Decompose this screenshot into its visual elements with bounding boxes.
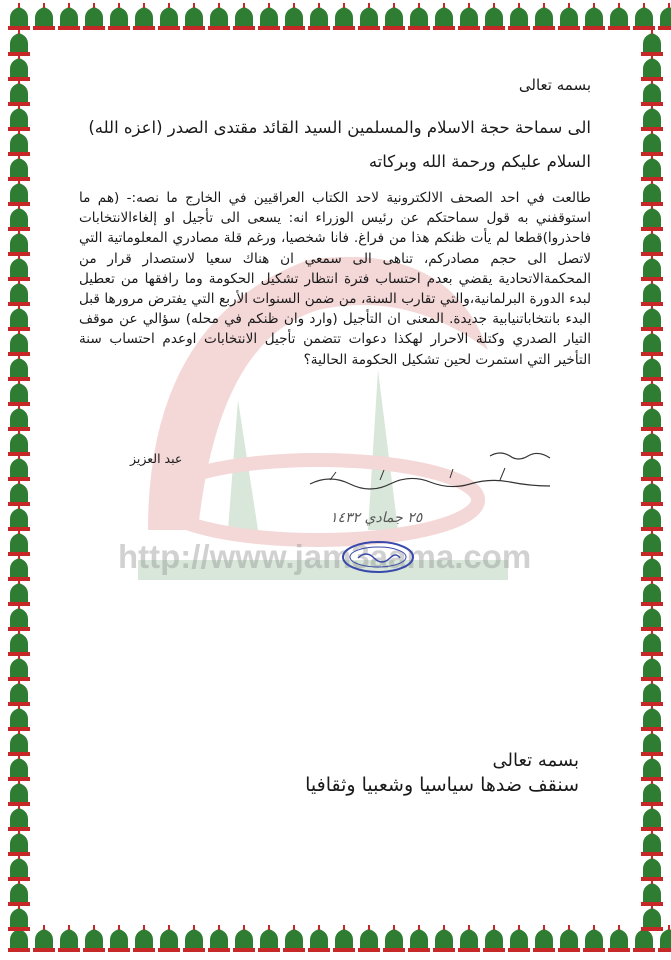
border-ornament (508, 3, 530, 30)
border-ornament (58, 925, 80, 952)
border-ornament (641, 379, 663, 406)
border-ornament (8, 729, 30, 756)
border-ornament (458, 925, 480, 952)
border-ornament (233, 3, 255, 30)
border-ornament (641, 279, 663, 306)
border-ornament (641, 354, 663, 381)
border-ornament (208, 3, 230, 30)
border-ornament (641, 54, 663, 81)
border-ornament (8, 529, 30, 556)
border-ornament (8, 104, 30, 131)
seal-stamp (340, 540, 416, 574)
border-ornament (8, 579, 30, 606)
border-ornament (108, 925, 130, 952)
border-ornament (641, 504, 663, 531)
border-ornament (233, 925, 255, 952)
border-ornament (408, 925, 430, 952)
letter-opening: بسمه تعالى (518, 76, 591, 94)
border-ornament (8, 629, 30, 656)
border-ornament (641, 179, 663, 206)
border-ornament (108, 3, 130, 30)
border-ornament (608, 925, 630, 952)
border-ornament (641, 329, 663, 356)
border-ornament (208, 925, 230, 952)
border-ornament (583, 3, 605, 30)
border-ornament (8, 754, 30, 781)
border-ornament (158, 925, 180, 952)
border-ornament (8, 54, 30, 81)
border-ornament (8, 29, 30, 56)
border-ornament (8, 429, 30, 456)
border-ornament (308, 3, 330, 30)
border-ornament (641, 529, 663, 556)
border-ornament (8, 129, 30, 156)
border-ornament (83, 925, 105, 952)
border-ornament (8, 179, 30, 206)
border-ornament (408, 3, 430, 30)
border-ornament (8, 879, 30, 906)
border-ornament (641, 754, 663, 781)
border-ornament (8, 254, 30, 281)
border-ornament (258, 3, 280, 30)
border-ornament (641, 229, 663, 256)
border-ornament (8, 204, 30, 231)
border-ornament (641, 254, 663, 281)
border-ornament (8, 779, 30, 806)
border-ornament (383, 3, 405, 30)
border-ornament (358, 3, 380, 30)
border-ornament (508, 925, 530, 952)
border-ornament (8, 804, 30, 831)
border-ornament (641, 154, 663, 181)
letter-addressee: الى سماحة حجة الاسلام والمسلمين السيد القائد مقتدى الصدر (اعزه الله) (88, 118, 591, 137)
border-ornament (8, 829, 30, 856)
border-ornament (8, 904, 30, 931)
border-ornament (641, 604, 663, 631)
decorative-border-bottom (0, 922, 671, 960)
border-ornament (8, 229, 30, 256)
border-ornament (641, 479, 663, 506)
border-ornament (433, 3, 455, 30)
border-ornament (358, 925, 380, 952)
border-ornament (8, 404, 30, 431)
border-ornament (641, 29, 663, 56)
border-ornament (558, 3, 580, 30)
border-ornament (8, 704, 30, 731)
border-ornament (258, 925, 280, 952)
border-ornament (8, 654, 30, 681)
border-ornament (308, 925, 330, 952)
border-ornament (533, 925, 555, 952)
border-ornament (641, 104, 663, 131)
watermark-url: http://www.jam3aama.com (118, 538, 532, 575)
border-ornament (641, 404, 663, 431)
handwritten-date: ٢٥ جمادي ١٤٣٢ (330, 510, 423, 526)
border-ornament (8, 479, 30, 506)
border-ornament (641, 679, 663, 706)
border-ornament (383, 925, 405, 952)
border-ornament (641, 704, 663, 731)
border-ornament (641, 804, 663, 831)
border-ornament (8, 604, 30, 631)
border-ornament (8, 329, 30, 356)
border-ornament (641, 654, 663, 681)
border-ornament (458, 3, 480, 30)
border-ornament (641, 879, 663, 906)
border-ornament (8, 554, 30, 581)
border-ornament (83, 3, 105, 30)
border-ornament (8, 454, 30, 481)
border-ornament (483, 3, 505, 30)
border-ornament (333, 925, 355, 952)
border-ornament (641, 129, 663, 156)
typed-reply-opening: بسمه تعالى (492, 750, 579, 771)
border-ornament (641, 204, 663, 231)
border-ornament (641, 454, 663, 481)
border-ornament (8, 154, 30, 181)
border-ornament (433, 925, 455, 952)
letter-greeting: السلام عليكم ورحمة الله وبركاته (368, 152, 591, 171)
border-ornament (641, 554, 663, 581)
border-ornament (158, 3, 180, 30)
border-ornament (283, 925, 305, 952)
border-ornament (183, 3, 205, 30)
border-ornament (641, 79, 663, 106)
border-ornament (641, 579, 663, 606)
border-ornament (483, 925, 505, 952)
border-ornament (8, 354, 30, 381)
border-ornament (533, 3, 555, 30)
border-ornament (8, 279, 30, 306)
decorative-border-left (0, 0, 38, 960)
border-ornament (133, 3, 155, 30)
border-ornament (8, 854, 30, 881)
border-ornament (641, 304, 663, 331)
letter-body: طالعت في احد الصحف الالكترونية لاحد الكتاب العراقيين في الخارج ما نصه:- (هم ما استوقفني به قول سماحتكم عن رئيس الوزراء انه: يسعى الى تأجيل او إلغاءالانتخابات فاحذروا)قطعا لم يأت ظنكم هذا من فراغ. فانا شخصيا، ورغم قلة مصادري المعلوماتية التي لاتصل الى حجم مصادركم، تناهى الى سمعي ان هناك سعيا لاستصدار قرار من المحكمةالاتحادية يقضي بعدم احتساب فترة انتظار تشكيل الحكومة وما رافقها من تعطيل لبدء الدورة البرلمانية،والتي تقارب السنة، من ضمن السنوات الأربع التي يفترض مرورها قبل البدء بانتخاباتنيابية جديدة. المعنى ان التأجيل (وارد وان ظنكم في محله) سؤالي عن موقف التيار الصدري وكتلة الاحرار لهكذا دعوات تتضمن تأجيل الانتخابات اوعدم احتساب سنة التأخير التي استمرت لحين تشكيل الحكومة الحالية؟ (79, 190, 591, 368)
border-ornament (641, 729, 663, 756)
border-ornament (8, 679, 30, 706)
border-ornament (183, 925, 205, 952)
border-ornament (333, 3, 355, 30)
border-ornament (8, 79, 30, 106)
letter-sender: عبد العزيز (130, 451, 183, 466)
border-ornament (283, 3, 305, 30)
border-ornament (8, 504, 30, 531)
decorative-border-top (0, 0, 671, 38)
border-ornament (58, 3, 80, 30)
border-ornament (558, 925, 580, 952)
border-ornament (641, 779, 663, 806)
border-ornament (641, 429, 663, 456)
border-ornament (641, 904, 663, 931)
border-ornament (8, 304, 30, 331)
border-ornament (8, 379, 30, 406)
border-ornament (641, 629, 663, 656)
border-ornament (641, 854, 663, 881)
border-ornament (583, 925, 605, 952)
typed-reply-text: سنقف ضدها سياسيا وشعبيا وثقافيا (305, 774, 579, 796)
decorative-border-right (633, 0, 671, 960)
border-ornament (641, 829, 663, 856)
border-ornament (608, 3, 630, 30)
border-ornament (133, 925, 155, 952)
